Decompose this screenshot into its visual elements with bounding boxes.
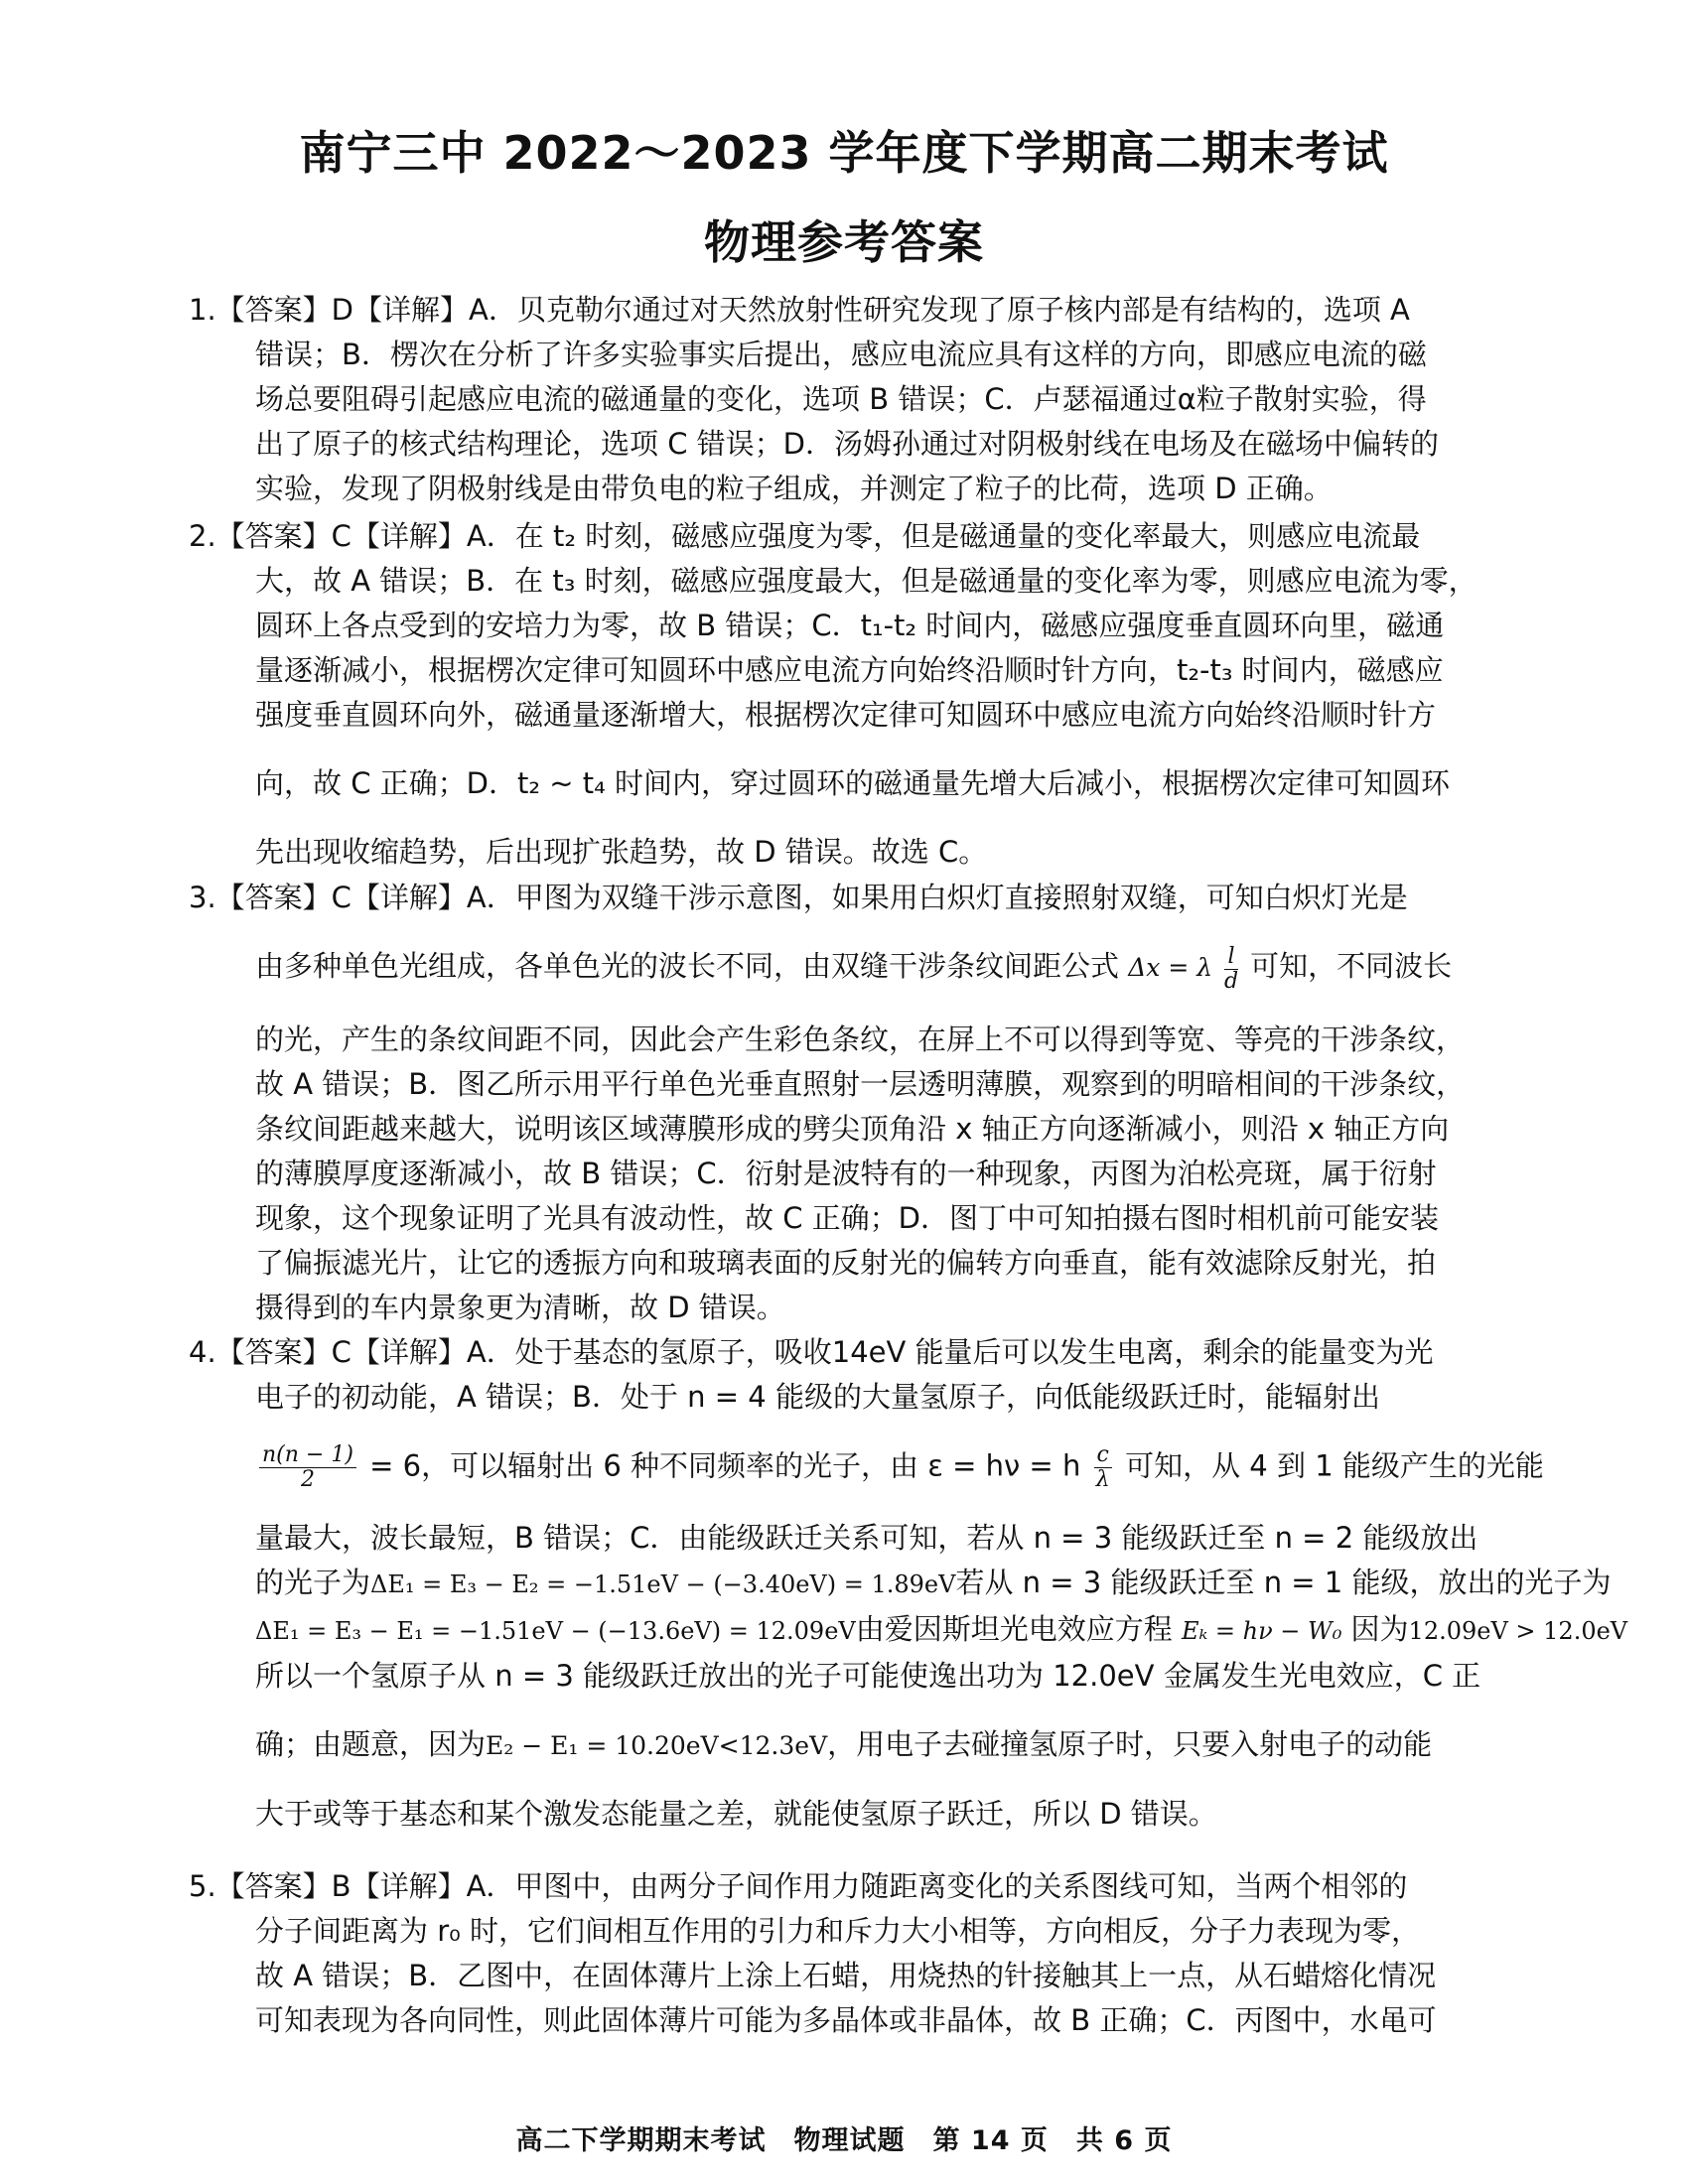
answer-line: 4.【答案】C【详解】A．处于基态的氢原子，吸收14eV 能量后可以发生电离，剩余的能量变为光 xyxy=(189,1335,1434,1369)
fraction-numerator: l xyxy=(1224,945,1238,970)
answer-line: 摄得到的车内景象更为清晰，故 D 错误。 xyxy=(255,1291,785,1324)
answer-line: 圆环上各点受到的安培力为零，故 B 错误；C．t₁-t₂ 时间内，磁感应强度垂直圆环向里，磁通 xyxy=(255,609,1445,642)
fraction-denominator: λ xyxy=(1095,1467,1110,1492)
answer-item-2 xyxy=(189,514,1509,875)
photon-energy-fraction xyxy=(1094,1443,1112,1492)
answer-line: 实验，发现了阴极射线是由带负电的粒子组成，并测定了粒子的比荷，选项 D 正确。 xyxy=(255,472,1333,505)
transition-count-fraction xyxy=(259,1443,356,1492)
answer-line: 2.【答案】C【详解】A．在 t₂ 时刻，磁感应强度为零，但是磁通量的变化率最大，则感应电流最 xyxy=(189,519,1421,553)
fringe-spacing-formula xyxy=(1128,944,1250,994)
answer-line: 所以一个氢原子从 n = 3 能级跃迁放出的光子可能使逸出功为 12.0eV 金属发生光电效应，C 正 xyxy=(255,1659,1481,1693)
answer-text: 确；由题意，因为 xyxy=(255,1727,487,1761)
answer-line: 先出现收缩趋势，后出现扩张趋势，故 D 错误。故选 C。 xyxy=(255,835,988,869)
answer-line: 量最大，波长最短，B 错误；C．由能级跃迁关系可知，若从 n = 3 能级跃迁至 n = 2 能级放出 xyxy=(255,1521,1478,1555)
answer-item-4 xyxy=(189,1330,1628,1837)
answer-line: 现象，这个现象证明了光具有波动性，故 C 正确；D．图丁中可知拍摄右图时相机前可能安装 xyxy=(255,1201,1440,1235)
fraction-denominator: d xyxy=(1224,969,1239,994)
answer-line: 5.【答案】B【详解】A．甲图中，由两分子间作用力随距离变化的关系图线可知，当两个相邻的 xyxy=(189,1869,1408,1903)
exam-title: 南宁三中 2022～2023 学年度下学期高二期末考试 xyxy=(299,126,1389,180)
fraction-numerator: c xyxy=(1094,1443,1112,1468)
answer-text: = 6，可以辐射出 6 种不同频率的光子，由 ε = hν = h xyxy=(369,1448,1081,1483)
energy-difference-formula: ΔE₁ = E₃ − E₂ = −1.51eV − (−3.40eV) = 1.89eV xyxy=(370,1570,956,1598)
answer-line: 的光，产生的条纹间距不同，因此会产生彩色条纹，在屏上不可以得到等宽、等亮的干涉条纹， xyxy=(255,1023,1466,1056)
answer-line-with-formula xyxy=(189,944,1509,994)
answer-text: 由多种单色光组成，各单色光的波长不同，由双缝干涉条纹间距公式 xyxy=(255,949,1120,983)
answer-line: 的薄膜厚度逐渐减小，故 B 错误；C．衍射是波特有的一种现象，丙图为泊松亮斑，属于衍射 xyxy=(255,1157,1437,1190)
answer-line: 分子间距离为 r₀ 时，它们间相互作用的引力和斥力大小相等，方向相反，分子力表现为零， xyxy=(255,1914,1420,1948)
energy-comparison: 12.09eV > 12.0eV xyxy=(1408,1617,1628,1645)
answer-line: 错误；B．楞次在分析了许多实验事实后提出，感应电流应具有这样的方向，即感应电流的磁 xyxy=(255,338,1427,371)
answer-text: 的光子为 xyxy=(255,1566,371,1599)
answer-text: 可知，不同波长 xyxy=(1250,949,1453,983)
answer-line: 电子的初动能，A 错误；B．处于 n = 4 能级的大量氢原子，向低能级跃迁时，能辐射出 xyxy=(255,1380,1380,1414)
answer-line: 3.【答案】C【详解】A．甲图为双缝干涉示意图，如果用白炽灯直接照射双缝，可知白炽灯光是 xyxy=(189,881,1408,914)
answer-text: 若从 n = 3 能级跃迁至 n = 1 能级，放出的光子为 xyxy=(955,1566,1612,1599)
answer-line: 1.【答案】D【详解】A．贝克勒尔通过对天然放射性研究发现了原子核内部是有结构的，选项 A xyxy=(189,293,1410,327)
answer-line: 可知表现为各向同性，则此固体薄片可能为多晶体或非晶体，故 B 正确；C．丙图中，水黾可 xyxy=(255,2003,1437,2037)
answer-text: 由爱因斯坦光电效应方程 xyxy=(855,1612,1173,1646)
answer-line: 条纹间距越来越大，说明该区域薄膜形成的劈尖顶角沿 x 轴正方向逐渐减小，则沿 x 轴正方向 xyxy=(255,1112,1450,1146)
answer-line-with-formula xyxy=(189,1722,1509,1768)
answer-line: 向，故 C 正确；D．t₂ ~ t₄ 时间内，穿过圆环的磁通量先增大后减小，根据楞次定律可知圆环 xyxy=(255,766,1450,800)
answer-line: 大，故 A 错误；B．在 t₃ 时刻，磁感应强度最大，但是磁通量的变化率为零，则感应电流为零， xyxy=(255,564,1477,598)
answer-line: 出了原子的核式结构理论，选项 C 错误；D．汤姆孙通过对阴极射线在电场及在磁场中偏转的 xyxy=(255,427,1440,461)
answer-item-3 xyxy=(189,876,1509,1330)
answer-line: 故 A 错误；B．乙图中，在固体薄片上涂上石蜡，用烧热的针接触其上一点，从石蜡熔化情况 xyxy=(255,1959,1437,1992)
answer-item-1 xyxy=(189,288,1509,511)
page-footer: 高二下学期期末考试 物理试题 第 14 页 共 6 页 xyxy=(515,2125,1173,2156)
answer-subtitle: 物理参考答案 xyxy=(704,215,984,269)
formula-lhs: Δx = λ xyxy=(1128,953,1213,982)
answer-line: 大于或等于基态和某个激发态能量之差，就能使氢原子跃迁，所以 D 错误。 xyxy=(255,1797,1217,1831)
answer-line-with-formula xyxy=(189,1561,1612,1607)
energy-difference-formula: ΔE₁ = E₃ − E₁ = −1.51eV − (−13.6eV) = 12.09eV xyxy=(255,1617,856,1645)
answer-line: 故 A 错误；B．图乙所示用平行单色光垂直照射一层透明薄膜，观察到的明暗相间的干涉条纹， xyxy=(255,1067,1466,1101)
answer-line: 量逐渐减小，根据楞次定律可知圆环中感应电流方向始终沿顺时针方向，t₂-t₃ 时间内，磁感应 xyxy=(255,653,1444,687)
photoelectric-equation: Eₖ = hν − W₀ xyxy=(1181,1617,1342,1645)
fraction-denominator: 2 xyxy=(300,1467,315,1492)
energy-gap-formula: E₂ − E₁ = 10.20eV<12.3eV xyxy=(486,1731,828,1760)
answer-line-with-formula xyxy=(189,1607,1628,1654)
answer-text: 可知，从 4 到 1 能级产生的光能 xyxy=(1125,1448,1544,1483)
formula-fraction xyxy=(1224,945,1238,994)
answer-line: 强度垂直圆环向外，磁通量逐渐增大，根据楞次定律可知圆环中感应电流方向始终沿顺时针方 xyxy=(255,698,1437,732)
answer-item-5 xyxy=(189,1864,1509,2043)
answer-line: 场总要阻碍引起感应电流的磁通量的变化，选项 B 错误；C．卢瑟福通过α粒子散射实验，得 xyxy=(255,382,1427,416)
answer-line: 了偏振滤光片，让它的透振方向和玻璃表面的反射光的偏转方向垂直，能有效滤除反射光，拍 xyxy=(255,1246,1437,1280)
answer-text: ，用电子去碰撞氢原子时，只要入射电子的动能 xyxy=(827,1727,1433,1761)
answer-text: 因为 xyxy=(1350,1612,1409,1646)
fraction-numerator: n(n − 1) xyxy=(259,1443,356,1468)
answer-line-with-formula xyxy=(189,1442,1544,1492)
